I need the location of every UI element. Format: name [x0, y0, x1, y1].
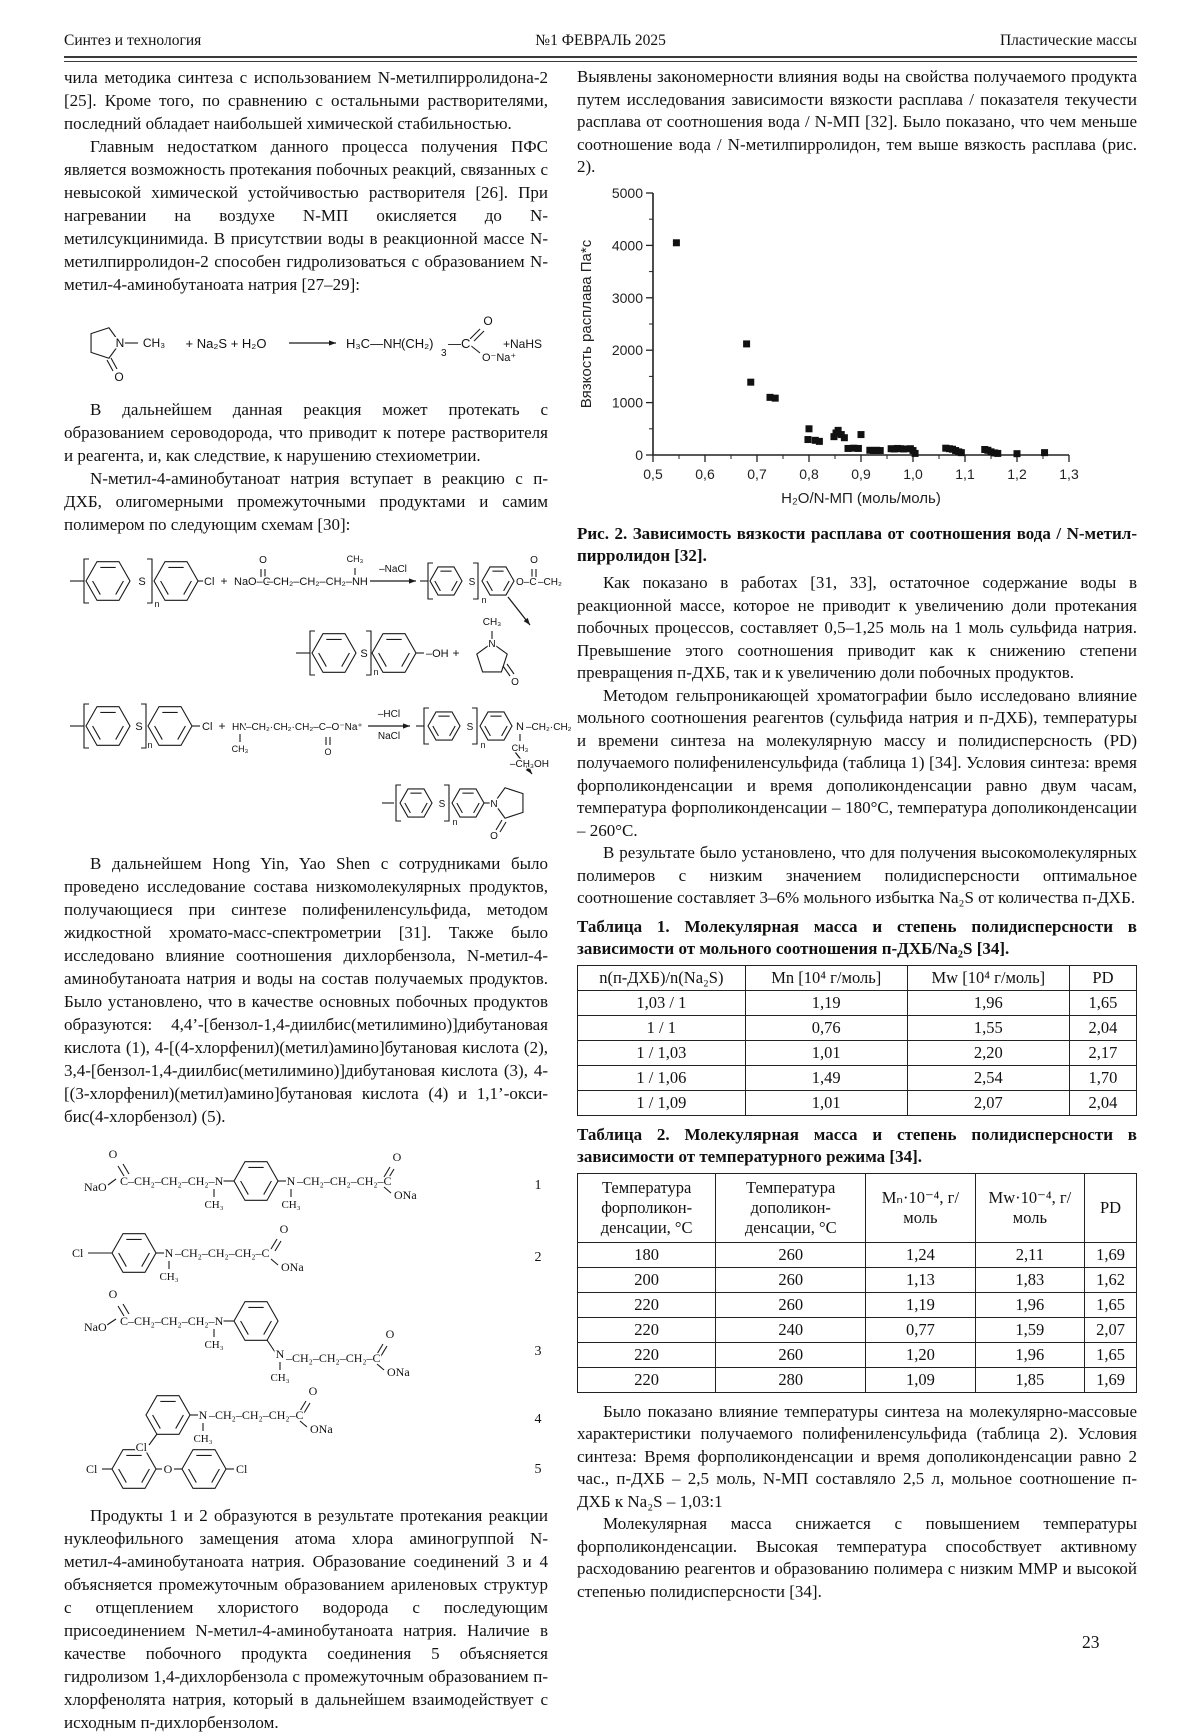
table-cell: 2,54	[907, 1065, 1069, 1090]
svg-text:2000: 2000	[611, 341, 643, 358]
table-cell: 2,11	[975, 1242, 1084, 1267]
table-cell: 260	[716, 1292, 866, 1317]
svg-text:S: S	[135, 721, 143, 733]
paragraph: Главным недостатком данного процесса получения ПФС является возможность протекания побочных реакций, связанных с невысокой химической устойчивостью растворителя [26]. При нагревании на воздухе N-МП окисляется до N-метилсукцинимида. В присутствии воды в реакционной массе N-метилпирролидон-2 способен гидролизоваться с образованием N-метил-4-аминобутаноата натрия [27–29]:	[64, 137, 548, 294]
table-cell: 260	[716, 1267, 866, 1292]
svg-text:–OH: –OH	[426, 648, 449, 660]
svg-text:H₂O/N-МП (моль/моль): H₂O/N-МП (моль/моль)	[781, 489, 941, 507]
table-2-caption: Таблица 2. Молекулярная масса и степень полидисперсности в зависимости от температурного режима [34].	[577, 1124, 1137, 1166]
svg-text:1,0: 1,0	[903, 465, 923, 482]
svg-text:N: N	[164, 1246, 174, 1260]
table-header-cell: PD	[1085, 1173, 1137, 1242]
svg-text:O: O	[483, 314, 493, 328]
svg-text:H₃C—NH: H₃C—NH	[346, 336, 402, 351]
svg-text:5: 5	[534, 1462, 542, 1477]
svg-text:n: n	[154, 599, 160, 609]
table-2	[577, 1173, 1137, 1393]
svg-text:1000: 1000	[611, 394, 643, 411]
svg-text:–CH₂–CH₂–CH₂–C: –CH₂–CH₂–CH₂–C	[286, 1351, 381, 1365]
right-column	[577, 66, 1137, 1603]
data-table	[577, 1173, 1137, 1393]
svg-text:–CH₂·CH₂: –CH₂·CH₂	[526, 722, 572, 733]
svg-text:N: N	[198, 1408, 208, 1422]
table-header-cell: n(п-ДХБ)/n(Na₂S)	[578, 965, 746, 990]
paragraph: В дальнейшем Hong Yin, Yao Shen с сотрудниками было проведено исследование состава низкомолекулярных продуктов, получающиеся при синтезе полифениленсульфида, методом жидкостной хромато-масс-спектрометрии [31]. Также было исследовано влияние соотношения дихлорбензола, N-метил-4-аминобутаноата натрия и воды на состав получаемых продуктов. Было установлено, что в качестве основных побочных продуктов образуются: 4,4’-[бензол-1,4-диилбис(метилимино)]дибутановая кислота (1), 4-[(4-хлорфенил)(метил)амино]бутановая кислота (2), 3,4-[бензол-1,4-диилбис(метилимино)]дибутановая кислота (3), 4-[(3-хлорфенил)(метил)амино]бутановая кислота (4) и 1,1’-окси-бис(4-хлорбензол) (5).	[64, 854, 548, 1126]
table-cell: 1,49	[745, 1065, 907, 1090]
table-cell: 2,17	[1069, 1040, 1136, 1065]
table-cell: 1,65	[1085, 1292, 1137, 1317]
svg-text:Cl: Cl	[202, 721, 213, 733]
svg-text:0,8: 0,8	[799, 465, 819, 482]
table-cell: 1,65	[1069, 990, 1136, 1015]
svg-text:CH₃: CH₃	[193, 1433, 213, 1445]
svg-text:CH₃: CH₃	[482, 617, 502, 628]
table-row	[578, 1367, 1137, 1392]
table-cell: 1,83	[975, 1267, 1084, 1292]
svg-text:–CH₂–CH₂–CH₂–C: –CH₂–CH₂–CH₂–C	[175, 1246, 270, 1260]
svg-text:1: 1	[534, 1178, 542, 1193]
svg-text:O: O	[385, 1327, 395, 1341]
svg-text:O: O	[259, 555, 267, 566]
table-cell: 1,70	[1069, 1065, 1136, 1090]
table-cell: 240	[716, 1317, 866, 1342]
svg-text:3: 3	[534, 1344, 542, 1359]
svg-text:1,1: 1,1	[955, 465, 975, 482]
header-right: Пластические массы	[999, 32, 1137, 49]
svg-text:n: n	[452, 817, 458, 827]
table-row	[578, 1317, 1137, 1342]
svg-text:Cl: Cl	[72, 1246, 84, 1260]
svg-text:CH₃: CH₃	[270, 1372, 290, 1384]
table-row	[578, 1242, 1137, 1267]
table-cell: 1 / 1	[578, 1015, 746, 1040]
svg-text:–CH₂–CH₂–CH₂–NH: –CH₂–CH₂–CH₂–NH	[267, 576, 368, 588]
paragraph: чила методика синтеза с использованием N-метилпирролидона-2 [25]. Кроме того, по сравнению с остальными растворителями, последний обладает наибольшей химической стабильностью.	[64, 68, 548, 133]
data-table	[577, 965, 1137, 1116]
svg-text:n: n	[481, 595, 487, 605]
svg-text:ONa: ONa	[281, 1260, 304, 1274]
table-cell: 200	[578, 1267, 716, 1292]
table-cell: 220	[578, 1367, 716, 1392]
svg-text:Cl: Cl	[86, 1462, 98, 1476]
svg-text:3: 3	[441, 348, 447, 359]
left-column	[64, 66, 572, 1734]
svg-text:O: O	[279, 1222, 289, 1236]
table-cell: 0,77	[866, 1317, 975, 1342]
table-cell: 180	[578, 1242, 716, 1267]
table-cell: 1,19	[866, 1292, 975, 1317]
svg-text:ONa: ONa	[310, 1422, 333, 1436]
table-cell: 1,20	[866, 1342, 975, 1367]
table-row	[578, 990, 1137, 1015]
table-cell: 220	[578, 1292, 716, 1317]
table-header-cell: Mw [10⁴ г/моль]	[907, 965, 1069, 990]
svg-text:N: N	[490, 799, 498, 810]
header-center: №1 ФЕВРАЛЬ 2025	[535, 32, 666, 49]
svg-text:+: +	[452, 646, 460, 660]
svg-text:N: N	[115, 336, 125, 350]
svg-text:0,5: 0,5	[643, 465, 663, 482]
svg-text:Cl: Cl	[236, 1462, 248, 1476]
svg-text:Cl: Cl	[135, 1440, 147, 1454]
table-cell: 1,96	[975, 1292, 1084, 1317]
paragraph: Методом гельпроникающей хроматографии было исследовано влияние мольного соотношения реагентов (сульфида натрия и п-ДХБ), температуры и времени синтеза на молекулярную массу и полидисперсность (PD) получаемого полифениленсульфида (таблица 1) [34]. Условия синтеза: время форполиконденсации и время дополиконденсации равно двум часам, температура форполиконденсации – 180°С, температура дополиконденсации – 260°С.	[577, 685, 1137, 840]
paragraph: Было показано влияние температуры синтеза на молекулярно-массовые характеристики получаемого полифениленсульфида (таблица 2). Условия синтеза: Время форполиконденсации и время дополиконденсации равно 2 час., п-ДХБ – 2,5 моль, N-МП составляло 2,5 л, мольное соотношение п-ДХБ к Na₂S – 1,03:1	[577, 1401, 1137, 1511]
reaction-scheme-1	[64, 301, 548, 393]
paragraph: Как показано в работах [31, 33], остаточное содержание воды в реакционной массе, которое не приводит к увеличению доли протекания побочных процессов, составляет 0,5–1,25 моль на 1 моль сульфида натрия. Превышение этого соотношения приводит как к снижению степени превращения п-ДХБ, так и к увеличению доли побочных продуктов.	[577, 573, 1137, 682]
table-cell: 1,03 / 1	[578, 990, 746, 1015]
svg-text:—C: —C	[448, 336, 471, 351]
svg-text:ONa: ONa	[394, 1188, 417, 1202]
svg-text:4000: 4000	[611, 236, 643, 253]
svg-text:CH₃: CH₃	[159, 1271, 179, 1283]
svg-text:–NaCl: –NaCl	[379, 564, 407, 575]
table-cell: 2,07	[907, 1090, 1069, 1115]
svg-text:Cl: Cl	[204, 576, 215, 588]
header-rule	[64, 56, 1137, 62]
svg-text:NaO: NaO	[84, 1180, 107, 1194]
table-cell: 1,85	[975, 1367, 1084, 1392]
svg-text:Вязкость расплава Па*с: Вязкость расплава Па*с	[578, 239, 595, 408]
svg-text:NaCl: NaCl	[377, 731, 401, 742]
svg-text:CH₃: CH₃	[346, 554, 364, 564]
svg-text:0,9: 0,9	[851, 465, 871, 482]
svg-text:n: n	[480, 740, 486, 750]
table-row	[578, 1090, 1137, 1115]
table-cell: 1,69	[1085, 1242, 1137, 1267]
table-cell: 1 / 1,09	[578, 1090, 746, 1115]
byproduct-structures	[64, 1133, 548, 1499]
svg-text:–CH₂–CH₂–CH₂–C: –CH₂–CH₂–CH₂–C	[209, 1408, 304, 1422]
table-header-cell: PD	[1069, 965, 1136, 990]
svg-text:N: N	[275, 1347, 285, 1361]
table-cell: 1,59	[975, 1317, 1084, 1342]
svg-text:0,7: 0,7	[747, 465, 767, 482]
table-1	[577, 965, 1137, 1116]
paragraph: В результате было установлено, что для получения высокомолекулярных полимеров с низким значением полидисперсности оптимальное соотношение составляет 3–6% мольного избытка Na₂S от количества п-ДХБ.	[577, 843, 1137, 907]
table-cell: 0,76	[745, 1015, 907, 1040]
svg-text:O: O	[308, 1384, 318, 1398]
table-cell: 1,01	[745, 1090, 907, 1115]
svg-text:O: O	[163, 1462, 173, 1476]
svg-text:–CH₂·CH₂·CH₂–C–O⁻Na⁺: –CH₂·CH₂·CH₂–C–O⁻Na⁺	[246, 722, 363, 733]
table-cell: 1,65	[1085, 1342, 1137, 1367]
svg-text:S: S	[466, 722, 474, 733]
table-header-cell: Mₙ·10⁻⁴, г/моль	[866, 1173, 975, 1242]
table-header-cell: Температура дополикон-денсации, °С	[716, 1173, 866, 1242]
svg-text:CH₃: CH₃	[281, 1199, 301, 1211]
svg-text:0,6: 0,6	[695, 465, 715, 482]
svg-text:CH₃: CH₃	[204, 1199, 224, 1211]
svg-text:O: O	[108, 1147, 118, 1161]
svg-text:–HCl: –HCl	[377, 709, 401, 720]
svg-text:S: S	[360, 648, 368, 660]
table-row	[578, 1267, 1137, 1292]
svg-text:C–CH₂–CH₂–CH₂–N: C–CH₂–CH₂–CH₂–N	[120, 1174, 224, 1188]
svg-text:+: +	[220, 574, 228, 588]
polymer-reaction-scheme	[64, 541, 572, 847]
svg-text:n: n	[147, 740, 153, 750]
svg-text:CH₃: CH₃	[511, 743, 529, 753]
paragraph: N-метил-4-аминобутаноат натрия вступает в реакцию с п-ДХБ, олигомерными промежуточными продуктами и самим полимером по следующим схемам [30]:	[64, 469, 548, 534]
paragraph: Выявлены закономерности влияния воды на свойства получаемого продукта путем исследования зависимости вязкости расплава / показателя текучести расплава от соотношения вода / N-МП [32]. Было показано, что чем меньше соотношение вода / N-метилпирролидон, тем выше вязкость расплава (рис. 2).	[577, 67, 1137, 176]
svg-text:O: O	[114, 370, 124, 384]
figure-2-chart	[573, 181, 1137, 518]
svg-text:S: S	[468, 577, 476, 588]
table-cell: 1 / 1,06	[578, 1065, 746, 1090]
table-cell: 260	[716, 1342, 866, 1367]
table-cell: 220	[578, 1317, 716, 1342]
table-cell: 2,04	[1069, 1090, 1136, 1115]
svg-text:4: 4	[534, 1412, 542, 1427]
svg-text:O–C: O–C	[516, 577, 537, 588]
table-cell: 1,69	[1085, 1367, 1137, 1392]
svg-text:C–CH₂–CH₂–CH₂–N: C–CH₂–CH₂–CH₂–N	[120, 1314, 224, 1328]
svg-text:N: N	[286, 1174, 296, 1188]
table-cell: 1,55	[907, 1015, 1069, 1040]
svg-text:O⁻Na⁺: O⁻Na⁺	[482, 352, 517, 364]
svg-text:NaO–C: NaO–C	[234, 576, 271, 588]
page-header	[64, 32, 1137, 50]
header-left: Синтез и технология	[64, 32, 202, 49]
svg-text:2: 2	[534, 1250, 542, 1265]
table-row	[578, 1015, 1137, 1040]
svg-text:O: O	[530, 555, 538, 566]
svg-text:0: 0	[635, 446, 643, 463]
table-cell: 1,96	[975, 1342, 1084, 1367]
table-row	[578, 1292, 1137, 1317]
table-cell: 1,96	[907, 990, 1069, 1015]
svg-text:O: O	[511, 677, 519, 688]
table-cell: 220	[578, 1342, 716, 1367]
svg-text:3000: 3000	[611, 289, 643, 306]
table-cell: 1,24	[866, 1242, 975, 1267]
page-number: 23	[1082, 1632, 1100, 1652]
svg-text:HN: HN	[232, 722, 247, 733]
table-cell: 2,07	[1085, 1317, 1137, 1342]
paragraph: Продукты 1 и 2 образуются в результате протекания реакции нуклеофильного замещения атома хлора аминогруппой N-метил-4-аминобутаноата натрия. Образование соединений 3 и 4 объясняется промежуточным образованием ариленовых структур с отщеплением хлористого водорода с последующим присоединением N-метил-4-аминобутаноата натрия. Наличие в качестве побочного продукта соединения 5 объясняется гидролизом 1,4-дихлорбензола с промежуточным образованием п-хлорфенолята натрия, который в дальнейшем взаимодействует с исходным п-дихлорбензолом.	[64, 1506, 548, 1732]
svg-text:O: O	[490, 831, 498, 842]
svg-text:S: S	[438, 799, 446, 810]
svg-text:+ Na₂S + H₂O: + Na₂S + H₂O	[185, 336, 267, 351]
table-cell: 1,09	[866, 1367, 975, 1392]
paragraph: Молекулярная масса снижается с повышением температуры форполиконденсации. Высокая температура способствует активному расходованию реагентов и образованию полимера с низким ММР и высокой степенью полидисперсности [34].	[577, 1514, 1137, 1601]
svg-text:NaO: NaO	[84, 1320, 107, 1334]
table-cell: 260	[716, 1242, 866, 1267]
svg-text:CH₃: CH₃	[142, 336, 166, 350]
svg-text:CH₃: CH₃	[204, 1339, 224, 1351]
svg-text:–CH₃OH: –CH₃OH	[509, 759, 549, 770]
svg-text:–CH₂–CH₂–CH₂–C: –CH₂–CH₂–CH₂–C	[297, 1174, 392, 1188]
svg-text:ONa: ONa	[387, 1365, 410, 1379]
svg-text:5000: 5000	[611, 184, 643, 201]
table-cell: 1,01	[745, 1040, 907, 1065]
table-header-cell: Mw·10⁻⁴, г/моль	[975, 1173, 1084, 1242]
svg-text:N: N	[516, 721, 524, 733]
table-cell: 1,19	[745, 990, 907, 1015]
table-cell: 1,62	[1085, 1267, 1137, 1292]
table-cell: 2,04	[1069, 1015, 1136, 1040]
figure-2-caption: Рис. 2. Зависимость вязкости расплава от соотношения вода / N-метил-пирролидон [32].	[577, 524, 1137, 565]
paragraph: В дальнейшем данная реакция может протекать с образованием сероводорода, что приводит к потере растворителя и реагента, и, как следствие, к нарушению стехиометрии.	[64, 400, 548, 465]
svg-text:O: O	[392, 1150, 402, 1164]
svg-text:O: O	[108, 1287, 118, 1301]
svg-text:+NaHS: +NaHS	[502, 337, 542, 351]
table-cell: 2,20	[907, 1040, 1069, 1065]
table-row	[578, 1342, 1137, 1367]
svg-text:–CH₂: –CH₂	[538, 577, 562, 588]
table-1-caption: Таблица 1. Молекулярная масса и степень полидисперсности в зависимости от мольного соотношения п-ДХБ/Na₂S [34].	[577, 916, 1137, 958]
table-header-cell: Температура форполикон-денсации, °С	[578, 1173, 716, 1242]
svg-text:O: O	[324, 747, 332, 757]
table-cell: 1 / 1,03	[578, 1040, 746, 1065]
table-cell: 1,13	[866, 1267, 975, 1292]
svg-text:+: +	[218, 719, 226, 733]
svg-text:CH₃: CH₃	[231, 744, 249, 754]
table-cell: 280	[716, 1367, 866, 1392]
table-row	[578, 1040, 1137, 1065]
table-row	[578, 1065, 1137, 1090]
svg-text:1,3: 1,3	[1059, 465, 1079, 482]
svg-text:(CH₂): (CH₂)	[401, 336, 434, 351]
table-header-cell: Mn [10⁴ г/моль]	[745, 965, 907, 990]
svg-text:N: N	[488, 639, 496, 650]
svg-text:n: n	[373, 667, 379, 677]
svg-text:1,2: 1,2	[1007, 465, 1027, 482]
svg-text:S: S	[138, 576, 146, 588]
